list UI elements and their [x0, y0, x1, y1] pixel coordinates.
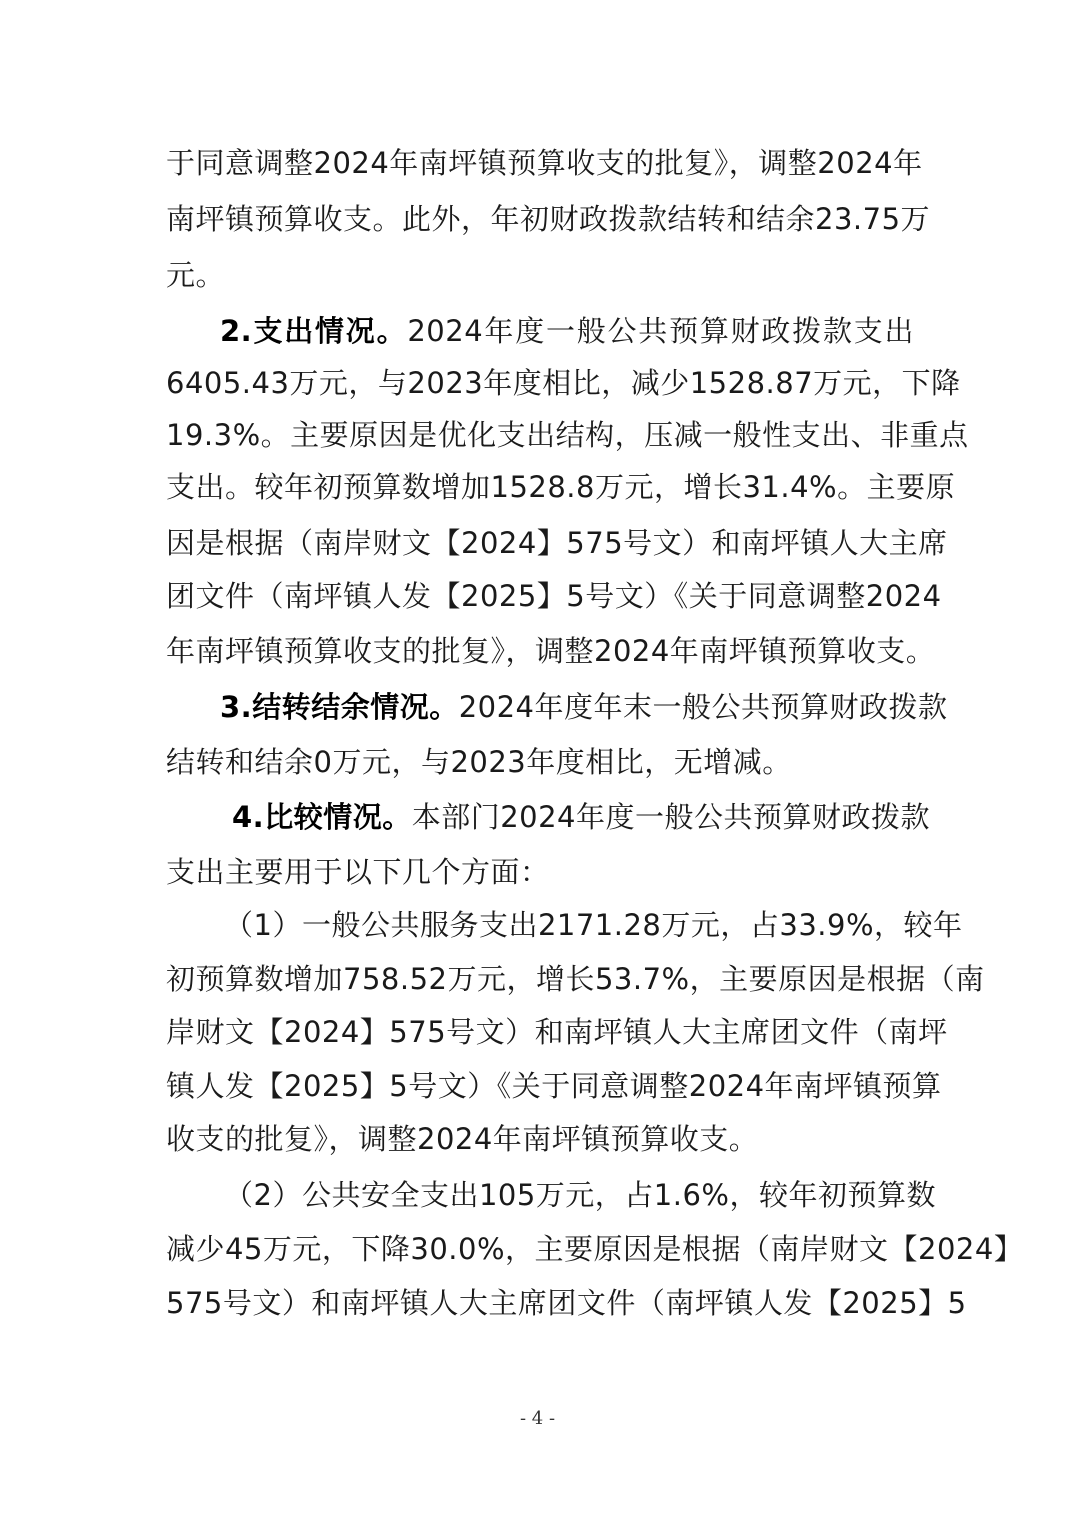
- body-text-line: 镇人发【2025】5号文）《关于同意调整2024年南坪镇预算: [166, 1069, 942, 1103]
- body-text-line: 初预算数增加758.52万元，增长53.7%，主要原因是根据（南: [166, 962, 985, 996]
- body-text-line: 575号文）和南坪镇人大主席团文件（南坪镇人发【2025】5: [166, 1286, 967, 1320]
- body-text-span: 2024年度年末一般公共预算财政拨款: [458, 690, 948, 724]
- section-line: [232, 789, 931, 845]
- body-text-line: 支出主要用于以下几个方面：: [166, 855, 550, 889]
- body-text-line: 年南坪镇预算收支的批复》，调整2024年南坪镇预算收支。: [166, 634, 936, 668]
- body-text-line: 于同意调整2024年南坪镇预算收支的批复》，调整2024年: [166, 146, 923, 180]
- body-text-line: 19.3%。主要原因是优化支出结构，压减一般性支出、非重点: [166, 418, 969, 452]
- section-line: [220, 679, 948, 735]
- body-text-line: （2）公共安全支出105万元，占1.6%，较年初预算数: [224, 1178, 936, 1212]
- body-text-line: 结转和结余0万元，与2023年度相比，无增减。: [166, 745, 792, 779]
- body-text-line: 减少45万元，下降30.0%，主要原因是根据（南岸财文【2024】: [166, 1232, 1024, 1266]
- body-text-line: 6405.43万元，与2023年度相比，减少1528.87万元，下降: [166, 366, 961, 400]
- body-text-line: （1）一般公共服务支出2171.28万元，占33.9%，较年: [224, 908, 963, 942]
- body-text-line: 支出。较年初预算数增加1528.8万元，增长31.4%。主要原: [166, 470, 956, 504]
- section-heading-comparison: 4.比较情况。: [232, 800, 412, 834]
- section-line: [220, 303, 914, 359]
- body-text-line: 元。: [166, 258, 226, 292]
- section-heading-carryover: 3.结转结余情况。: [220, 690, 459, 724]
- body-text-line: 因是根据（南岸财文【2024】575号文）和南坪镇人大主席: [166, 526, 948, 560]
- section-heading-expenditure: 2.支出情况。: [220, 314, 408, 348]
- body-text-span: 2024年度一般公共预算财政拨款支出: [407, 314, 914, 348]
- body-text-line: 南坪镇预算收支。此外，年初财政拨款结转和结余23.75万: [166, 202, 931, 236]
- body-text-line: 岸财文【2024】575号文）和南坪镇人大主席团文件（南坪: [166, 1015, 948, 1049]
- body-text-line: 收支的批复》，调整2024年南坪镇预算收支。: [166, 1122, 759, 1156]
- page-number: - 4 -: [519, 1408, 556, 1429]
- body-text-line: 团文件（南坪镇人发【2025】5号文）《关于同意调整2024: [166, 579, 942, 613]
- body-text-span: 本部门2024年度一般公共预算财政拨款: [411, 800, 931, 834]
